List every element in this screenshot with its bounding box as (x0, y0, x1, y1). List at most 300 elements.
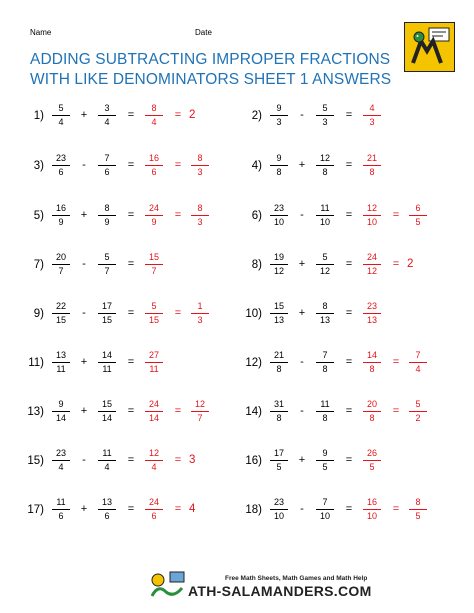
answer-fraction (143, 301, 165, 326)
operand-b-fraction (96, 350, 118, 375)
answer-fraction-numerator: 24 (148, 203, 159, 213)
answer-fraction-denominator: 8 (369, 167, 375, 177)
answer-fraction-numerator: 21 (366, 153, 377, 163)
operand-a-fraction-numerator: 15 (273, 301, 284, 311)
operand-b-fraction-denominator: 10 (319, 511, 330, 521)
operand-a-fraction-bar (270, 264, 288, 265)
answer-fraction-bar (363, 165, 381, 166)
simplified-fraction (407, 399, 429, 424)
operand-a-fraction-denominator: 8 (276, 364, 282, 374)
operand-b-fraction (96, 103, 118, 128)
operand-b-fraction (96, 203, 118, 228)
equals-sign: = (345, 356, 353, 368)
answer-fraction-bar (145, 509, 163, 510)
equals-sign: = (345, 503, 353, 515)
answer-fraction-denominator: 10 (366, 217, 377, 227)
answer-fraction-bar (145, 215, 163, 216)
problem-number: 1) (33, 110, 44, 122)
equals-sign: = (127, 209, 135, 221)
problem-item (240, 245, 450, 289)
operand-a-fraction (268, 203, 290, 228)
operator-sign: + (80, 503, 88, 515)
operand-a-fraction-denominator: 10 (273, 511, 284, 521)
simplified-fraction-numerator: 7 (415, 350, 421, 360)
answer-fraction-bar (363, 215, 381, 216)
problem-item (22, 441, 232, 485)
operand-a-fraction-numerator: 23 (273, 497, 284, 507)
simplified-fraction-denominator: 7 (197, 413, 203, 423)
simplified-fraction-bar (191, 215, 209, 216)
answer-fraction-denominator: 6 (151, 167, 157, 177)
operand-a-fraction-denominator: 5 (276, 462, 282, 472)
footer-tagline: Free Math Sheets, Math Games and Math Help (225, 575, 368, 582)
operator-sign: - (82, 307, 86, 319)
operand-a-fraction-bar (270, 115, 288, 116)
operand-b-fraction (96, 252, 118, 277)
answer-fraction-bar (363, 115, 381, 116)
operand-a-fraction (268, 103, 290, 128)
operand-b-fraction (314, 448, 336, 473)
operand-a-fraction-denominator: 4 (58, 117, 64, 127)
salamander-footer-icon (148, 570, 188, 598)
answer-fraction-numerator: 15 (148, 252, 159, 262)
answer-fraction-numerator: 23 (366, 301, 377, 311)
equals-sign: = (174, 454, 182, 466)
problem-number: 13) (27, 406, 44, 418)
answer-fraction-numerator: 24 (366, 252, 377, 262)
operand-b-fraction-denominator: 7 (104, 266, 110, 276)
equals-sign: = (345, 258, 353, 270)
simplified-fraction-bar (409, 411, 427, 412)
simplified-fraction (407, 497, 429, 522)
operand-b-fraction-bar (316, 460, 334, 461)
equals-sign: = (127, 454, 135, 466)
answer-fraction (361, 103, 383, 128)
operator-sign: + (80, 356, 88, 368)
title-line-1: ADDING SUBTRACTING IMPROPER FRACTIONS (30, 51, 391, 68)
operand-b-fraction (96, 497, 118, 522)
problem-item (240, 490, 450, 534)
operand-a-fraction-denominator: 10 (273, 217, 284, 227)
answer-fraction (143, 203, 165, 228)
operand-b-fraction (314, 252, 336, 277)
header-date-label: Date (195, 28, 212, 37)
problem-number: 6) (251, 210, 262, 222)
operand-a-fraction-numerator: 5 (58, 103, 64, 113)
answer-fraction-denominator: 12 (366, 266, 377, 276)
operand-a-fraction (50, 301, 72, 326)
operand-a-fraction (50, 103, 72, 128)
answer-fraction-bar (363, 264, 381, 265)
operand-a-fraction-bar (52, 165, 70, 166)
operand-a-fraction-bar (52, 264, 70, 265)
operand-b-fraction (314, 350, 336, 375)
operand-a-fraction-denominator: 6 (58, 511, 64, 521)
answer-fraction-numerator: 4 (369, 103, 375, 113)
operand-a-fraction-denominator: 3 (276, 117, 282, 127)
equals-sign: = (345, 454, 353, 466)
operand-b-fraction-numerator: 7 (322, 497, 328, 507)
answer-fraction-bar (145, 264, 163, 265)
answer-fraction-denominator: 9 (151, 217, 157, 227)
operand-b-fraction (96, 448, 118, 473)
simplified-fraction-numerator: 8 (197, 153, 203, 163)
equals-sign: = (174, 503, 182, 515)
answer-fraction-numerator: 26 (366, 448, 377, 458)
operator-sign: - (300, 209, 304, 221)
operand-b-fraction-bar (98, 411, 116, 412)
answer-fraction-denominator: 14 (148, 413, 159, 423)
operand-a-fraction-denominator: 7 (58, 266, 64, 276)
simplified-fraction-denominator: 4 (415, 364, 421, 374)
operand-b-fraction-bar (98, 362, 116, 363)
answer-fraction-numerator: 14 (366, 350, 377, 360)
operand-a-fraction-numerator: 20 (55, 252, 66, 262)
answer-fraction-bar (363, 509, 381, 510)
operand-a-fraction-numerator: 9 (58, 399, 64, 409)
operand-a-fraction-denominator: 11 (56, 364, 66, 374)
equals-sign: = (345, 109, 353, 121)
operand-a-fraction-bar (52, 362, 70, 363)
answer-fraction (143, 497, 165, 522)
operand-a-fraction (268, 399, 290, 424)
operand-b-fraction-bar (98, 264, 116, 265)
answer-fraction (143, 252, 165, 277)
equals-sign: = (127, 109, 135, 121)
answer-fraction-numerator: 24 (148, 399, 159, 409)
operand-b-fraction-numerator: 14 (101, 350, 112, 360)
equals-sign: = (345, 405, 353, 417)
answer-fraction-numerator: 16 (148, 153, 159, 163)
simplified-fraction (189, 153, 211, 178)
operator-sign: + (298, 307, 306, 319)
simplified-fraction-bar (191, 411, 209, 412)
equals-sign: = (174, 209, 182, 221)
operand-a-fraction-numerator: 19 (273, 252, 284, 262)
operand-b-fraction-numerator: 9 (322, 448, 328, 458)
answer-fraction (143, 399, 165, 424)
operand-b-fraction-denominator: 5 (322, 462, 328, 472)
operand-b-fraction (314, 301, 336, 326)
operand-b-fraction-numerator: 7 (322, 350, 328, 360)
footer-brand: ATH-SALAMANDERS.COM (188, 583, 372, 599)
operand-b-fraction-denominator: 13 (319, 315, 330, 325)
answer-fraction-bar (145, 362, 163, 363)
operand-a-fraction-denominator: 8 (276, 167, 282, 177)
problem-number: 14) (245, 406, 262, 418)
operand-a-fraction-bar (270, 411, 288, 412)
answer-fraction-denominator: 6 (151, 511, 157, 521)
answer-fraction-bar (363, 460, 381, 461)
problem-item (240, 441, 450, 485)
problem-number: 4) (251, 160, 262, 172)
operand-b-fraction-numerator: 15 (101, 399, 112, 409)
operand-b-fraction-bar (316, 264, 334, 265)
operator-sign: - (300, 503, 304, 515)
answer-fraction (361, 497, 383, 522)
simplified-fraction-denominator: 5 (415, 511, 421, 521)
problem-number: 10) (245, 308, 262, 320)
problem-number: 15) (27, 455, 44, 467)
answer-fraction (143, 103, 165, 128)
simplified-fraction-bar (191, 165, 209, 166)
operand-b-fraction-bar (98, 460, 116, 461)
equals-sign: = (392, 503, 400, 515)
simplified-fraction (189, 399, 211, 424)
answer-fraction (361, 301, 383, 326)
operand-a-fraction-bar (52, 460, 70, 461)
operand-a-fraction-numerator: 16 (55, 203, 66, 213)
operand-b-fraction-numerator: 5 (322, 103, 328, 113)
equals-sign: = (127, 159, 135, 171)
problem-item (240, 96, 450, 140)
answer-fraction (143, 350, 165, 375)
operand-a-fraction-bar (52, 115, 70, 116)
problem-number: 8) (251, 259, 262, 271)
operator-sign: - (82, 258, 86, 270)
operand-b-fraction (96, 301, 118, 326)
operand-a-fraction (50, 350, 72, 375)
simplified-fraction-bar (191, 313, 209, 314)
operand-a-fraction-bar (52, 313, 70, 314)
simplified-fraction-denominator: 2 (415, 413, 421, 423)
operand-a-fraction-bar (270, 460, 288, 461)
operator-sign: - (300, 405, 304, 417)
answer-fraction-denominator: 10 (366, 511, 377, 521)
operand-a-fraction-bar (270, 165, 288, 166)
operand-b-fraction-bar (98, 313, 116, 314)
operator-sign: + (298, 159, 306, 171)
operand-b-fraction (314, 497, 336, 522)
operand-b-fraction-numerator: 3 (104, 103, 110, 113)
operator-sign: + (80, 209, 88, 221)
problem-number: 12) (245, 357, 262, 369)
problem-number: 5) (33, 210, 44, 222)
answer-fraction-denominator: 8 (369, 413, 375, 423)
problem-number: 11) (28, 357, 44, 369)
simplified-fraction (407, 203, 429, 228)
operator-sign: - (300, 109, 304, 121)
answer-fraction-bar (145, 115, 163, 116)
operand-a-fraction-numerator: 13 (55, 350, 66, 360)
operand-a-fraction-numerator: 22 (55, 301, 66, 311)
operator-sign: - (300, 356, 304, 368)
operand-b-fraction-numerator: 5 (322, 252, 328, 262)
operand-a-fraction-numerator: 17 (273, 448, 284, 458)
operand-b-fraction-denominator: 10 (319, 217, 330, 227)
answer-fraction (143, 153, 165, 178)
operand-a-fraction-numerator: 23 (273, 203, 284, 213)
operand-b-fraction-denominator: 8 (322, 413, 328, 423)
operand-a-fraction-bar (52, 509, 70, 510)
operand-b-fraction (314, 399, 336, 424)
operand-a-fraction (50, 203, 72, 228)
answer-fraction (361, 448, 383, 473)
answer-fraction-numerator: 24 (148, 497, 159, 507)
equals-sign: = (345, 209, 353, 221)
operand-b-fraction-denominator: 4 (104, 117, 110, 127)
equals-sign: = (392, 356, 400, 368)
operand-a-fraction-denominator: 15 (55, 315, 66, 325)
operand-a-fraction-denominator: 12 (273, 266, 284, 276)
answer-fraction-numerator: 5 (151, 301, 157, 311)
answer-fraction-bar (145, 313, 163, 314)
operator-sign: + (80, 405, 88, 417)
equals-sign: = (127, 258, 135, 270)
equals-sign: = (127, 307, 135, 319)
answer-fraction-bar (145, 460, 163, 461)
problem-item (22, 392, 232, 436)
problem-number: 7) (33, 259, 44, 271)
operand-b-fraction-numerator: 5 (104, 252, 110, 262)
operand-b-fraction (314, 103, 336, 128)
problem-number: 17) (27, 504, 44, 516)
operand-a-fraction-bar (270, 362, 288, 363)
problem-item (22, 96, 232, 140)
problem-number: 2) (251, 110, 262, 122)
simplified-fraction-bar (409, 509, 427, 510)
answer-fraction-numerator: 12 (366, 203, 377, 213)
simplified-fraction-bar (409, 215, 427, 216)
problem-item (240, 392, 450, 436)
answer-fraction-bar (363, 313, 381, 314)
answer-fraction-numerator: 12 (148, 448, 159, 458)
simplified-fraction-numerator: 6 (415, 203, 421, 213)
whole-number-answer: 2 (407, 258, 414, 270)
problem-item (22, 490, 232, 534)
simplified-fraction-denominator: 5 (415, 217, 421, 227)
operand-a-fraction (50, 252, 72, 277)
simplified-fraction-denominator: 3 (197, 167, 203, 177)
operand-a-fraction-numerator: 31 (273, 399, 284, 409)
operand-a-fraction-numerator: 9 (276, 103, 282, 113)
answer-fraction-denominator: 13 (366, 315, 377, 325)
operand-b-fraction-denominator: 4 (104, 462, 110, 472)
worksheet-title (30, 50, 400, 90)
operand-b-fraction-bar (98, 115, 116, 116)
problem-item (22, 343, 232, 387)
equals-sign: = (174, 159, 182, 171)
answer-fraction-denominator: 4 (151, 117, 157, 127)
operand-b-fraction-numerator: 12 (319, 153, 330, 163)
answer-fraction (361, 399, 383, 424)
operand-a-fraction-bar (270, 215, 288, 216)
equals-sign: = (345, 307, 353, 319)
whole-number-answer: 2 (189, 109, 196, 121)
simplified-fraction-numerator: 5 (415, 399, 421, 409)
salamander-logo-icon (404, 22, 455, 72)
header-name-label: Name (30, 28, 52, 37)
operand-b-fraction-denominator: 8 (322, 364, 328, 374)
equals-sign: = (127, 356, 135, 368)
problem-number: 3) (33, 160, 44, 172)
equals-sign: = (127, 503, 135, 515)
operand-a-fraction-bar (52, 215, 70, 216)
operand-b-fraction-denominator: 14 (101, 413, 112, 423)
equals-sign: = (392, 258, 400, 270)
simplified-fraction (189, 203, 211, 228)
simplified-fraction-bar (409, 362, 427, 363)
equals-sign: = (174, 405, 182, 417)
whole-number-answer: 4 (189, 503, 196, 515)
operand-a-fraction-numerator: 9 (276, 153, 282, 163)
operand-b-fraction-numerator: 11 (320, 203, 330, 213)
operand-b-fraction-bar (316, 215, 334, 216)
answer-fraction-denominator: 4 (151, 462, 157, 472)
operand-b-fraction-denominator: 8 (322, 167, 328, 177)
simplified-fraction-denominator: 3 (197, 217, 203, 227)
operand-b-fraction-bar (316, 509, 334, 510)
operator-sign: - (82, 159, 86, 171)
operand-b-fraction-bar (316, 362, 334, 363)
simplified-fraction-numerator: 8 (415, 497, 421, 507)
answer-fraction-denominator: 11 (149, 364, 159, 374)
answer-fraction-denominator: 8 (369, 364, 375, 374)
answer-fraction (143, 448, 165, 473)
equals-sign: = (174, 307, 182, 319)
operator-sign: + (80, 109, 88, 121)
operand-b-fraction-denominator: 12 (319, 266, 330, 276)
equals-sign: = (174, 109, 182, 121)
operand-a-fraction (268, 350, 290, 375)
answer-fraction-numerator: 20 (366, 399, 377, 409)
operand-b-fraction-denominator: 11 (102, 364, 112, 374)
operator-sign: - (82, 454, 86, 466)
operand-b-fraction-denominator: 15 (101, 315, 112, 325)
operand-b-fraction (96, 153, 118, 178)
answer-fraction-numerator: 16 (366, 497, 377, 507)
answer-fraction-numerator: 27 (148, 350, 159, 360)
simplified-fraction (189, 301, 211, 326)
answer-fraction (361, 153, 383, 178)
problem-item (22, 245, 232, 289)
operand-b-fraction-bar (316, 411, 334, 412)
answer-fraction-denominator: 5 (369, 462, 375, 472)
simplified-fraction (407, 350, 429, 375)
operand-a-fraction-denominator: 13 (273, 315, 284, 325)
answer-fraction-bar (145, 411, 163, 412)
equals-sign: = (345, 159, 353, 171)
operand-b-fraction-denominator: 3 (322, 117, 328, 127)
operand-b-fraction-numerator: 13 (101, 497, 112, 507)
answer-fraction-bar (363, 362, 381, 363)
operand-a-fraction-bar (270, 509, 288, 510)
operand-b-fraction (314, 153, 336, 178)
operand-a-fraction-bar (52, 411, 70, 412)
operand-b-fraction-bar (316, 115, 334, 116)
answer-fraction-denominator: 7 (151, 266, 157, 276)
operand-a-fraction (50, 153, 72, 178)
operand-a-fraction (268, 301, 290, 326)
operand-b-fraction-bar (98, 215, 116, 216)
operand-a-fraction-numerator: 23 (55, 153, 66, 163)
operand-a-fraction-denominator: 6 (58, 167, 64, 177)
equals-sign: = (392, 209, 400, 221)
simplified-fraction-numerator: 8 (197, 203, 203, 213)
simplified-fraction-denominator: 3 (197, 315, 203, 325)
operand-a-fraction (268, 497, 290, 522)
equals-sign: = (392, 405, 400, 417)
operand-a-fraction-denominator: 8 (276, 413, 282, 423)
operand-a-fraction-numerator: 11 (56, 497, 66, 507)
answer-fraction-denominator: 15 (148, 315, 159, 325)
problem-item (240, 196, 450, 240)
operand-a-fraction (50, 448, 72, 473)
answer-fraction (361, 350, 383, 375)
equals-sign: = (127, 405, 135, 417)
operand-b-fraction-denominator: 9 (104, 217, 110, 227)
operand-a-fraction (268, 448, 290, 473)
